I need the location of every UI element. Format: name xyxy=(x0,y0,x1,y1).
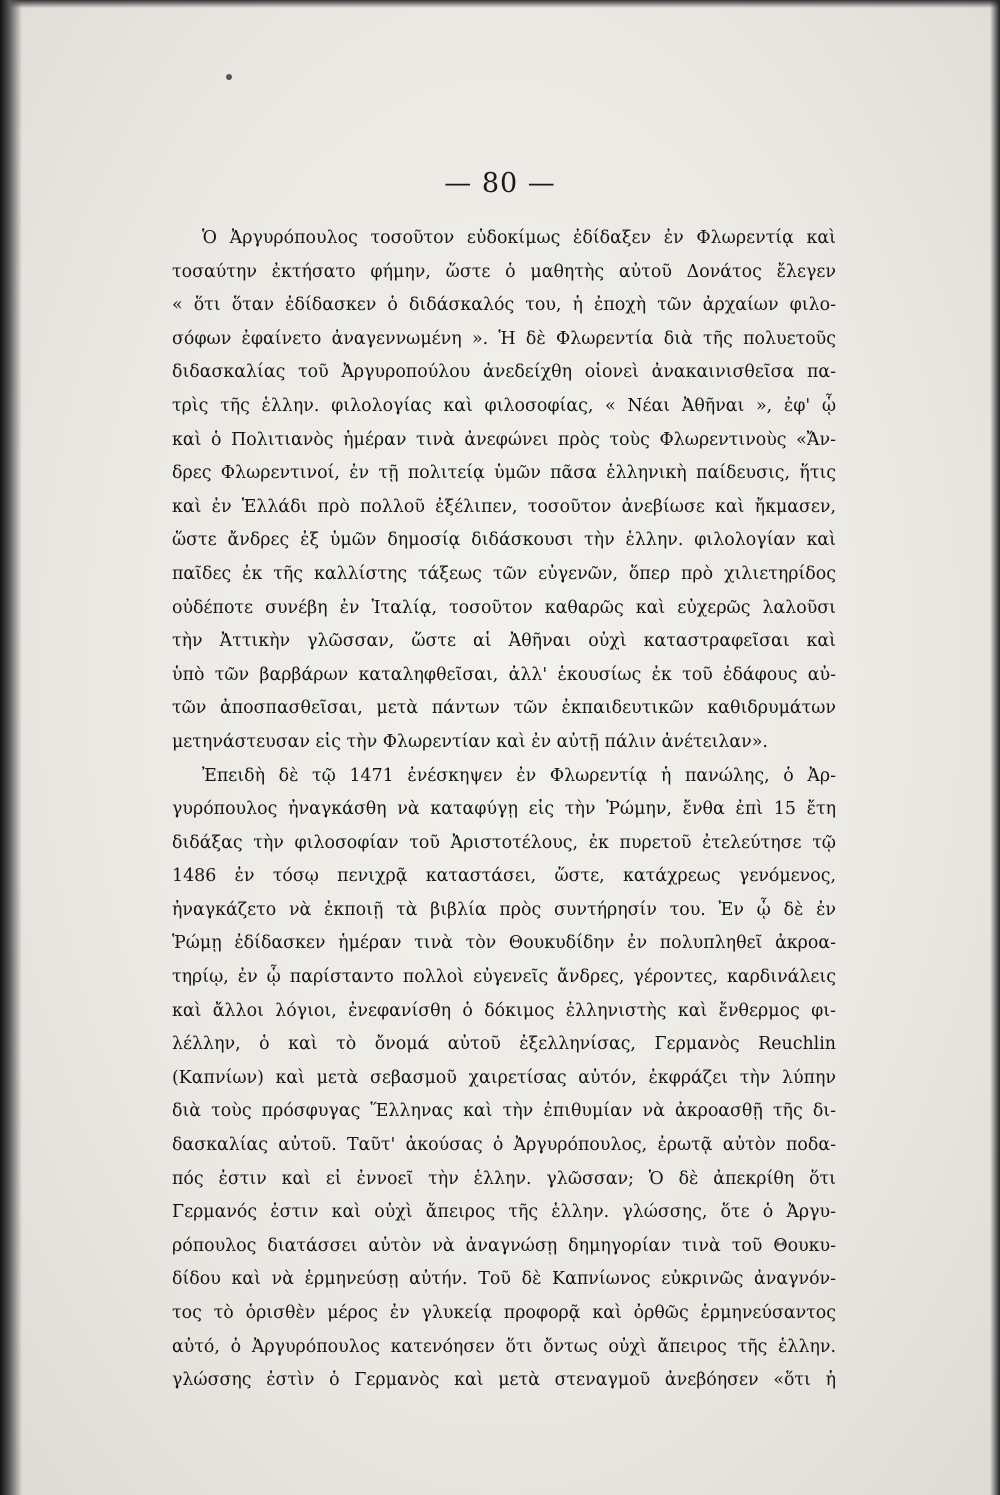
text-line: γυρόπουλος ἠναγκάσθη νὰ καταφύγῃ εἰς τὴν Ῥώμην, ἔνθα ἐπὶ 15 ἔτη xyxy=(172,799,836,820)
text-line: λέλλην, ὁ καὶ τὸ ὄνομά αὐτοῦ ἐξελληνίσας, Γερμανὸς Reuchlin xyxy=(172,1034,836,1055)
scan-binding-shadow xyxy=(0,0,22,1495)
text-line: σόφων ἐφαίνετο ἀναγεννωμένη ». Ἡ δὲ Φλωρεντία διὰ τῆς πολυετοῦς xyxy=(172,328,836,349)
text-line: τηρίῳ, ἐν ᾧ παρίσταντο πολλοὶ εὐγενεῖς ἄνδρες, γέροντες, καρδινάλεις xyxy=(172,967,836,988)
text-line: μετηνάστευσαν εἰς τὴν Φλωρεντίαν καὶ ἐν αὐτῇ πάλιν ἀνέτειλαν». xyxy=(172,731,768,752)
text-line: οὐδέποτε συνέβη ἐν Ἰταλίᾳ, τοσοῦτον καθαρῶς καὶ εὐχερῶς λαλοῦσι xyxy=(172,597,836,618)
text-line: καὶ ἐν Ἑλλάδι πρὸ πολλοῦ ἐξέλιπεν, τοσοῦτον ἀνεβίωσε καὶ ἤκμασεν, xyxy=(172,496,836,517)
text-line: διὰ τοὺς πρόσφυγας Ἕλληνας καὶ τὴν ἐπιθυμίαν νὰ ἀκροασθῇ τῆς δι- xyxy=(172,1101,836,1122)
text-line: παῖδες ἐκ τῆς καλλίστης τάξεως τῶν εὐγενῶν, ὅπερ πρὸ χιλιετηρίδος xyxy=(172,563,836,584)
body-text xyxy=(172,222,836,1398)
page-number: — 80 — xyxy=(444,168,556,199)
text-line: καὶ ὁ Πολιτιανὸς ἡμέραν τινὰ ἀνεφώνει πρὸς τοὺς Φλωρεντινοὺς «Ἄν- xyxy=(172,429,836,450)
text-line: Γερμανός ἐστιν καὶ οὐχὶ ἄπειρος τῆς ἑλλην. γλώσσης, ὅτε ὁ Ἀργυ- xyxy=(172,1202,836,1223)
text-line: τοσαύτην ἐκτήσατο φήμην, ὥστε ὁ μαθητὴς αὐτοῦ Δονάτος ἔλεγεν xyxy=(172,261,836,282)
text-line: αὐτό, ὁ Ἀργυρόπουλος κατενόησεν ὅτι ὄντως οὐχὶ ἄπειρος τῆς ἑλλην. xyxy=(172,1336,836,1357)
text-line: ὑπὸ τῶν βαρβάρων καταληφθεῖσαι, ἀλλ' ἑκουσίως ἐκ τοῦ ἐδάφους αὐ- xyxy=(172,664,836,685)
text-line: (Καπνίων) καὶ μετὰ σεβασμοῦ χαιρετίσας αὐτόν, ἐκφράζει τὴν λύπην xyxy=(172,1067,836,1088)
text-line: ρόπουλος διατάσσει αὐτὸν νὰ ἀναγνώσῃ δημηγορίαν τινὰ τοῦ Θουκυ- xyxy=(172,1235,836,1256)
text-line: τῶν ἀποσπασθεῖσαι, μετὰ πάντων τῶν ἐκπαιδευτικῶν καθιδρυμάτων xyxy=(172,698,836,719)
text-line: πός ἐστιν καὶ εἰ ἐννοεῖ τὴν ἑλλην. γλῶσσαν; Ὁ δὲ ἀπεκρίθη ὅτι xyxy=(172,1168,836,1189)
text-line: διδάξας τὴν φιλοσοφίαν τοῦ Ἀριστοτέλους, ἐκ πυρετοῦ ἐτελεύτησε τῷ xyxy=(172,832,836,853)
text-line: δρες Φλωρεντινοί, ἐν τῇ πολιτείᾳ ὑμῶν πᾶσα ἑλληνικὴ παίδευσις, ἥτις xyxy=(172,463,836,484)
text-line: ἠναγκάζετο νὰ ἐκποιῇ τὰ βιβλία πρὸς συντήρησίν του. Ἐν ᾧ δὲ ἐν xyxy=(172,899,836,920)
scan-right-edge-shadow xyxy=(990,0,1000,1495)
text-line: δασκαλίας αὐτοῦ. Ταῦτ' ἀκούσας ὁ Ἀργυρόπουλος, ἐρωτᾷ αὐτὸν ποδα- xyxy=(172,1135,836,1156)
text-line: Ῥώμῃ ἐδίδασκεν ἡμέραν τινὰ τὸν Θουκυδίδην ἐν πολυπληθεῖ ἀκροα- xyxy=(172,933,836,954)
text-line: δίδου καὶ νὰ ἑρμηνεύσῃ αὐτήν. Τοῦ δὲ Καπνίωνος εὐκρινῶς ἀναγνόν- xyxy=(172,1269,836,1290)
text-line: 1486 ἐν τόσῳ πενιχρᾷ καταστάσει, ὥστε, κατάχρεως γενόμενος, xyxy=(172,866,836,887)
text-line: τος τὸ ὁρισθὲν μέρος ἐν γλυκείᾳ προφορᾷ καὶ ὀρθῶς ἑρμηνεύσαντος xyxy=(172,1303,836,1323)
text-line: διδασκαλίας τοῦ Ἀργυροπούλου ἀνεδείχθη οἱονεὶ ἀνακαινισθεῖσα πα- xyxy=(172,362,836,383)
scan-top-edge-shadow xyxy=(0,0,1000,8)
text-line: ὥστε ἄνδρες ἐξ ὑμῶν δημοσίᾳ διδάσκουσι τὴν ἑλλην. φιλολογίαν καὶ xyxy=(172,530,836,551)
paper-speck xyxy=(226,74,232,80)
text-line: Ὁ Ἀργυρόπουλος τοσοῦτον εὐδοκίμως ἐδίδαξεν ἐν Φλωρεντίᾳ καὶ xyxy=(202,228,836,248)
text-line: τρὶς τῆς ἑλλην. φιλολογίας καὶ φιλοσοφίας, « Νέαι Ἀθῆναι », ἐφ' ᾧ xyxy=(172,395,836,416)
text-line: τὴν Ἀττικὴν γλῶσσαν, ὥστε αἱ Ἀθῆναι οὐχὶ καταστραφεῖσαι καὶ xyxy=(172,631,836,652)
text-line: Ἐπειδὴ δὲ τῷ 1471 ἐνέσκηψεν ἐν Φλωρεντίᾳ ἡ πανώλης, ὁ Ἀρ- xyxy=(202,765,836,786)
text-line: γλώσσης ἐστὶν ὁ Γερμανὸς καὶ μετὰ στεναγμοῦ ἀνεβόησεν «ὅτι ἡ xyxy=(172,1370,836,1391)
text-line: καὶ ἄλλοι λόγιοι, ἐνεφανίσθη ὁ δόκιμος ἑλληνιστὴς καὶ ἔνθερμος φι- xyxy=(172,1000,836,1021)
text-line: « ὅτι ὅταν ἐδίδασκεν ὁ διδάσκαλός του, ἡ ἐποχὴ τῶν ἀρχαίων φιλο- xyxy=(172,295,836,316)
